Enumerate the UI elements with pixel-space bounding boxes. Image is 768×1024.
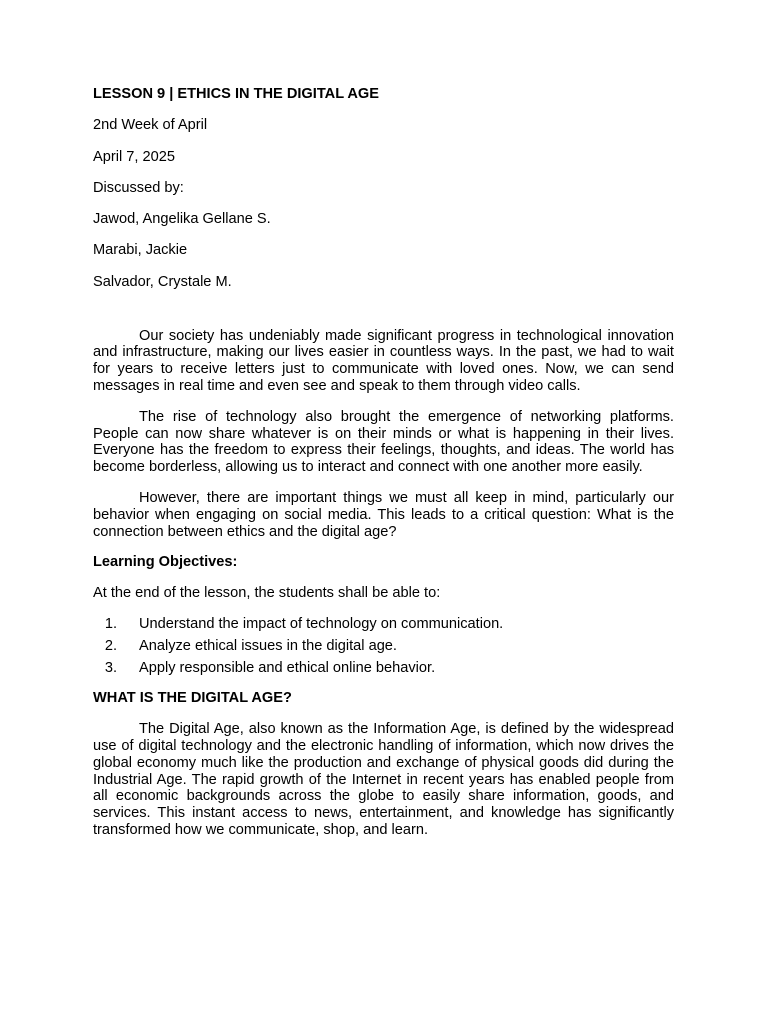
lesson-week: 2nd Week of April xyxy=(93,117,208,134)
lesson-date: April 7, 2025 xyxy=(93,148,175,165)
presenter-name: Salvador, Crystale M. xyxy=(93,273,232,290)
lesson-title: LESSON 9 | ETHICS IN THE DIGITAL AGE xyxy=(93,86,379,102)
objective-text: Analyze ethical issues in the digital age. xyxy=(139,637,397,654)
digital-age-heading: WHAT IS THE DIGITAL AGE? xyxy=(93,690,292,707)
objective-number: 2. xyxy=(104,637,117,654)
digital-age-paragraph: The Digital Age, also known as the Information Age, is defined by the widespread use of digital technology and the electronic handling of information, which now drives the global economy much like the production and exchange of physical goods did during the Industrial Age. The rapid growth of the Internet in recent years has enabled people from all economic backgrounds across the globe to easily share information, goods, and services. This instant access to news, entertainment, and knowledge has significantly transformed how we communicate, shop, and learn. xyxy=(93,721,674,838)
intro-paragraph: However, there are important things we must all keep in mind, particularly our behavior when engaging on social media. This leads to a critical question: What is the connection between ethics and the digital age? xyxy=(93,489,674,540)
objective-item xyxy=(93,660,674,677)
intro-paragraph: Our society has undeniably made significant progress in technological innovation and infrastructure, making our lives easier in countless ways. In the past, we had to wait for years to receive letters just to communicate with loved ones. Now, we can send messages in real time and even see and speak to them through video calls. xyxy=(93,327,674,394)
presenter-name: Marabi, Jackie xyxy=(93,242,188,259)
objective-item xyxy=(93,638,674,655)
objective-item xyxy=(93,616,674,633)
objective-number: 1. xyxy=(104,615,117,632)
discussed-by-label: Discussed by: xyxy=(93,179,184,196)
lesson-meta xyxy=(93,117,674,290)
objective-text: Apply responsible and ethical online behavior. xyxy=(139,659,436,676)
objectives-lead: At the end of the lesson, the students shall be able to: xyxy=(93,585,441,602)
objective-text: Understand the impact of technology on communication. xyxy=(139,615,504,632)
document-content xyxy=(93,86,674,853)
objectives-heading: Learning Objectives: xyxy=(93,554,238,571)
presenter-name: Jawod, Angelika Gellane S. xyxy=(93,211,271,228)
intro-paragraph: The rise of technology also brought the emergence of networking platforms. People can now share whatever is on their minds or what is happening in their lives. Everyone has the freedom to express their feelings, thoughts, and ideas. The world has become borderless, allowing us to interact and connect with one another more easily. xyxy=(93,408,674,476)
objectives-list xyxy=(93,616,674,676)
objective-number: 3. xyxy=(104,659,117,676)
